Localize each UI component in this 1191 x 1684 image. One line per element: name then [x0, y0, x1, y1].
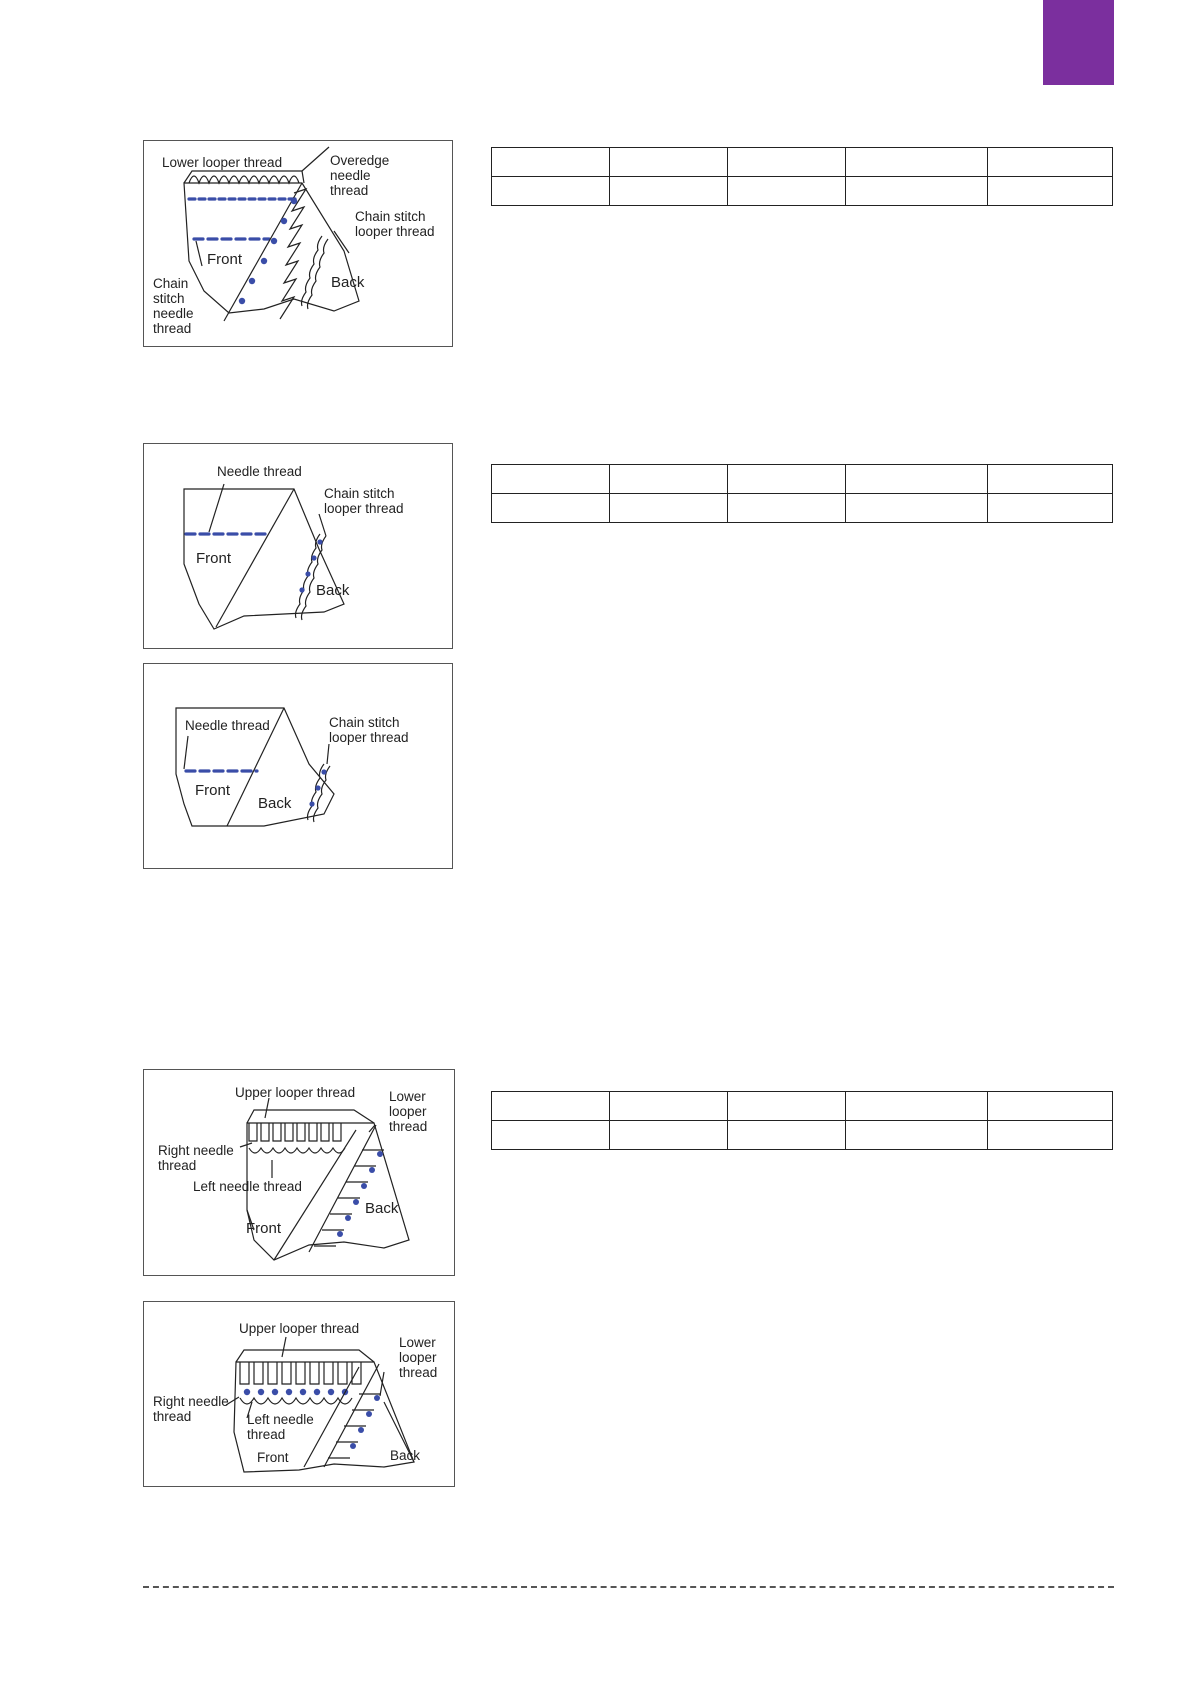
table-cell — [988, 1121, 1113, 1150]
label-overedge-line2: needle — [330, 168, 371, 183]
label-overedge-line1: Overedge — [330, 153, 390, 168]
upper-looper-loops — [249, 1123, 345, 1153]
diagonal-stitch-rungs — [314, 1150, 384, 1246]
stitch-diagram-4 — [144, 1070, 454, 1275]
label-chain-needle-line2: stitch — [153, 291, 185, 306]
table-cell — [728, 148, 846, 177]
table-cell — [846, 1121, 988, 1150]
table-cell — [846, 148, 988, 177]
lower-looper-loops — [189, 176, 299, 199]
label-right-needle-line2: thread — [158, 1158, 197, 1173]
spec-table-2 — [491, 464, 1113, 523]
label-right-needle-line1: Right needle — [158, 1143, 234, 1158]
label-front: Front — [257, 1450, 289, 1465]
table-row — [492, 1121, 1113, 1150]
figure-safety-stitch-a — [143, 1069, 455, 1276]
table-cell — [610, 148, 728, 177]
label-front: Front — [196, 550, 232, 567]
table-cell — [492, 177, 610, 206]
table-row — [492, 1092, 1113, 1121]
label-front: Front — [207, 251, 243, 268]
figure-chain-stitch-b — [143, 663, 453, 869]
spec-table-3 — [491, 1091, 1113, 1150]
table-cell — [728, 1092, 846, 1121]
table-row — [492, 465, 1113, 494]
upper-looper-loops — [240, 1362, 361, 1404]
label-overedge-line3: thread — [330, 183, 369, 198]
label-front: Front — [246, 1220, 282, 1237]
label-lower-looper-line2: looper — [389, 1104, 427, 1119]
label-right-needle-line1: Right needle — [153, 1394, 229, 1409]
table-cell — [728, 465, 846, 494]
label-needle-thread: Needle thread — [185, 718, 270, 733]
label-lower-looper-line3: thread — [389, 1119, 428, 1134]
table-cell — [610, 494, 728, 523]
label-left-needle-thread: Left needle thread — [193, 1179, 302, 1194]
table-cell — [492, 148, 610, 177]
table-cell — [610, 1121, 728, 1150]
spec-table-1 — [491, 147, 1113, 206]
table-cell — [846, 494, 988, 523]
label-back: Back — [365, 1200, 399, 1217]
label-back: Back — [331, 274, 365, 291]
table-cell — [846, 1092, 988, 1121]
label-left-needle-line2: thread — [247, 1427, 286, 1442]
table-cell — [988, 465, 1113, 494]
table-cell — [492, 494, 610, 523]
label-right-needle-line2: thread — [153, 1409, 192, 1424]
label-lower-looper-line1: Lower — [399, 1335, 436, 1350]
label-chain-needle-line3: needle — [153, 306, 194, 321]
label-chain-looper-line2: looper thread — [324, 501, 404, 516]
label-chain-looper-line1: Chain stitch — [324, 486, 395, 501]
table-cell — [492, 465, 610, 494]
stitch-diagram-5 — [144, 1302, 454, 1486]
table-cell — [728, 177, 846, 206]
table-cell — [846, 465, 988, 494]
label-chain-looper-line1: Chain stitch — [355, 209, 426, 224]
label-upper-looper-thread: Upper looper thread — [239, 1321, 360, 1336]
label-needle-thread: Needle thread — [217, 464, 302, 479]
label-chain-needle-line4: thread — [153, 321, 192, 336]
footer-divider — [143, 1586, 1114, 1588]
table-cell — [492, 1121, 610, 1150]
table-row — [492, 148, 1113, 177]
label-back: Back — [390, 1448, 421, 1463]
diagonal-stitch-rungs — [328, 1394, 381, 1458]
label-left-needle-line1: Left needle — [247, 1412, 314, 1427]
stitch-diagram-3 — [144, 664, 452, 868]
table-cell — [988, 1092, 1113, 1121]
label-lower-looper-thread: Lower looper thread — [162, 155, 283, 170]
section-tab — [1043, 0, 1114, 85]
label-chain-looper-line2: looper thread — [355, 224, 435, 239]
table-row — [492, 494, 1113, 523]
label-chain-looper-line2: looper thread — [329, 730, 409, 745]
figure-safety-stitch-b — [143, 1301, 455, 1487]
label-back: Back — [316, 582, 350, 599]
label-chain-looper-line1: Chain stitch — [329, 715, 400, 730]
table-cell — [492, 1092, 610, 1121]
label-upper-looper-thread: Upper looper thread — [235, 1085, 356, 1100]
figure-chain-stitch-a — [143, 443, 453, 649]
table-cell — [846, 177, 988, 206]
stitch-diagram-2 — [144, 444, 452, 648]
table-cell — [610, 465, 728, 494]
table-cell — [988, 494, 1113, 523]
label-lower-looper-line2: looper — [399, 1350, 437, 1365]
table-cell — [610, 177, 728, 206]
stitch-diagram-1 — [144, 141, 452, 346]
table-cell — [728, 494, 846, 523]
table-cell — [610, 1092, 728, 1121]
table-cell — [988, 148, 1113, 177]
label-lower-looper-line1: Lower — [389, 1089, 426, 1104]
label-front: Front — [195, 782, 231, 799]
table-row — [492, 177, 1113, 206]
label-lower-looper-line3: thread — [399, 1365, 438, 1380]
figure-overedge-chain-stitch — [143, 140, 453, 347]
table-cell — [988, 177, 1113, 206]
label-back: Back — [258, 795, 292, 812]
table-cell — [728, 1121, 846, 1150]
label-chain-needle-line1: Chain — [153, 276, 189, 291]
